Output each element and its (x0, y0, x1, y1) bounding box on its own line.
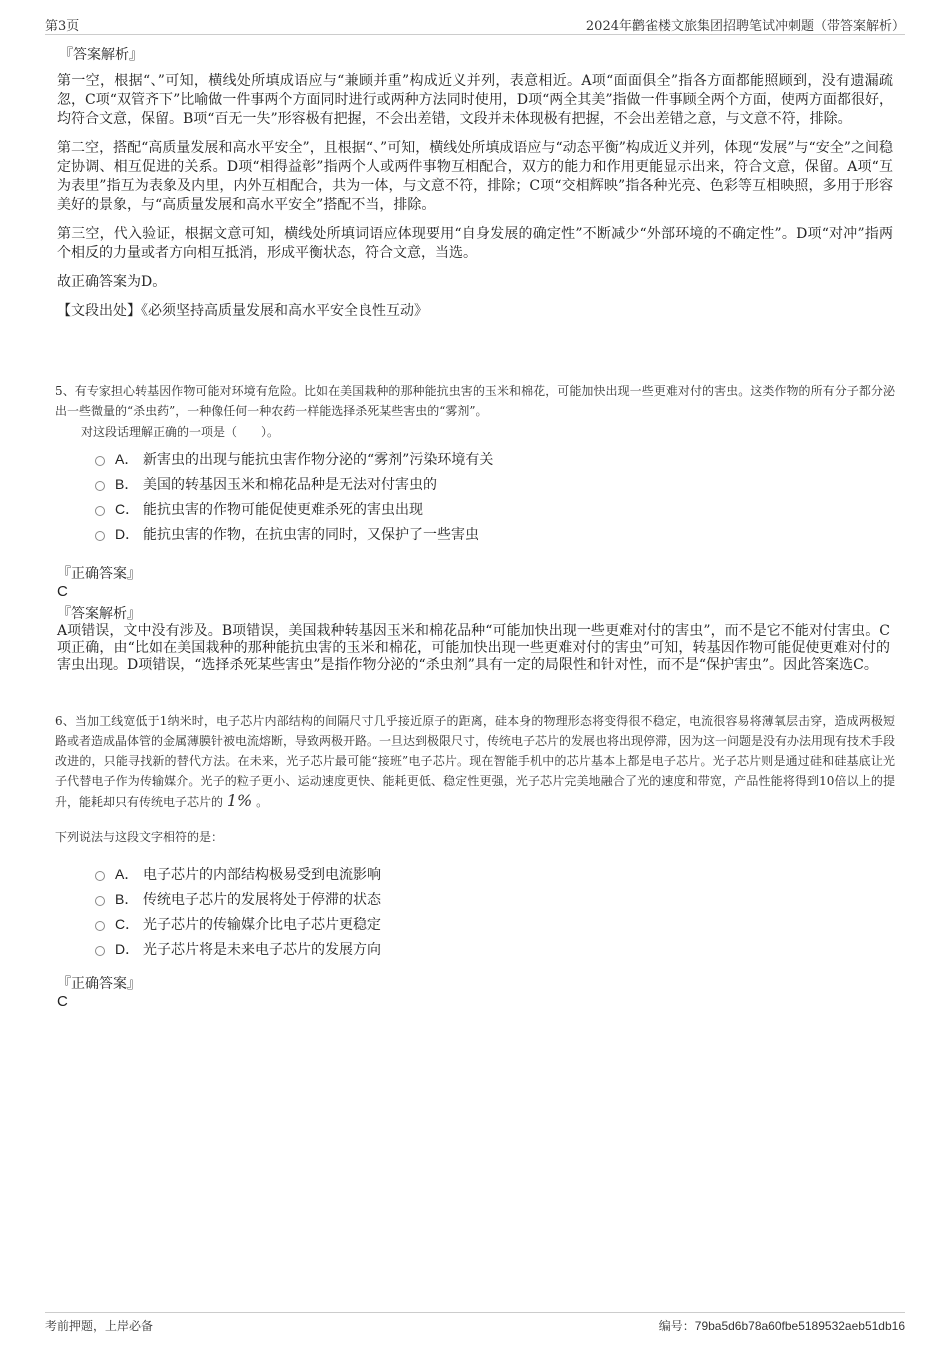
page-number: 第3页 (45, 19, 80, 34)
radio-icon[interactable] (95, 531, 105, 541)
document-title: 2024年鹳雀楼文旅集团招聘笔试冲刺题（带答案解析） (585, 19, 905, 34)
page-footer (45, 1312, 905, 1335)
q5-option-b[interactable] (55, 471, 895, 496)
page-header (45, 12, 905, 35)
q6-option-b[interactable] (55, 886, 895, 911)
q6-percent: 1% (226, 791, 253, 810)
q4-analysis-para-3: 第三空，代入验证，根据文意可知，横线处所填词语应体现要用“自身发展的确定性”不断减少“外部环境的不确定性”。D项“对冲”指两个相反的力量或者方向相互抵消，形成平衡状态，符合文意，当选。 (57, 226, 893, 261)
q6-option-c[interactable] (55, 911, 895, 936)
radio-icon[interactable] (95, 456, 105, 466)
q6-answer-label: 『正确答案』 (57, 976, 141, 992)
radio-icon[interactable] (95, 896, 105, 906)
option-text: 能抗虫害的作物，在抗虫害的同时，又保护了一些害虫 (143, 526, 479, 543)
option-letter: D． (115, 940, 140, 957)
option-letter: A． (115, 865, 139, 882)
option-text: 能抗虫害的作物可能促使更难杀死的害虫出现 (143, 501, 423, 518)
q6-option-a[interactable] (55, 861, 895, 886)
radio-icon[interactable] (95, 946, 105, 956)
q6-stem-end: 。 (256, 795, 269, 809)
option-text: 光子芯片将是未来电子芯片的发展方向 (143, 941, 381, 958)
q6-options (55, 861, 895, 961)
option-letter: C． (115, 500, 140, 517)
q6-answer: C (57, 993, 68, 1010)
option-letter: D． (115, 525, 140, 542)
radio-icon[interactable] (95, 871, 105, 881)
q5-analysis: A项错误，文中没有涉及。B项错误，美国栽种转基因玉米和棉花品种“可能加快出现一些更难对付的害虫”，而不是它不能对付害虫。C项正确，由“比如在美国栽种的那种能抗虫害的玉米和棉花，可能加快出现一些更难对付的害虫”可知，转基因作物可能促使更难对付的害虫出现。D项错误，“选择杀死某些害虫”是指作物分泌的“杀虫剂”具有一定的局限性和针对性，而不是“保护害虫”。因此答案选C。 (57, 623, 890, 673)
q6-answer-block (57, 973, 895, 1010)
q6-prompt: 下列说法与这段文字相符的是： (55, 830, 224, 844)
q5-answer-block (57, 563, 890, 674)
radio-icon[interactable] (95, 921, 105, 931)
footer-code-value: 79ba5d6b78a60fbe5189532aeb51db16 (694, 1319, 905, 1333)
q4-analysis-para-2: 第二空，搭配“高质量发展和高水平安全”，且根据“、”可知，横线处所填成语应与“动态平衡”构成近义并列，体现“发展”与“安全”之间稳定协调、相互促进的关系。D项“相得益彰”指两个人或两件事物互相配合，双方的能力和作用更能显示出来，符合文意，保留。A项“互为表里”指互为表象及内里，内外互相配合，共为一体，与文意不符，排除；C项“交相辉映”指各种光亮、色彩等互相映照，多用于形容美好的景象，与“高质量发展和高水平安全”搭配不当，排除。 (57, 140, 893, 213)
option-text: 美国的转基因玉米和棉花品种是无法对付害虫的 (143, 476, 437, 493)
q5-stem: 5、有专家担心转基因作物可能对环境有危险。比如在美国栽种的那种能抗虫害的玉米和棉花，可能加快出现一些更难对付的害虫。这类作物的所有分子都分泌出一些微量的“杀虫药”，一种像任何一种农药一样能选择杀死某些害虫的“雾剂”。 (55, 384, 895, 418)
footer-slogan: 考前押题，上岸必备 (45, 1319, 154, 1333)
q4-analysis-section (57, 44, 893, 331)
q4-analysis-label: 『答案解析』 (59, 47, 143, 63)
q4-source: 【文段出处】《必须坚持高质量发展和高水平安全良性互动》 (57, 303, 428, 319)
q5-analysis-label: 『答案解析』 (57, 606, 141, 622)
option-letter: B． (115, 890, 139, 907)
q5-option-a[interactable] (55, 446, 895, 471)
option-letter: C． (115, 915, 140, 932)
q5-options (55, 446, 895, 546)
option-text: 电子芯片的内部结构极易受到电流影响 (143, 866, 381, 883)
footer-code-label: 编号： (658, 1319, 695, 1333)
option-text: 光子芯片的传输媒介比电子芯片更稳定 (143, 916, 381, 933)
radio-icon[interactable] (95, 506, 105, 516)
option-letter: B． (115, 475, 139, 492)
q4-conclusion: 故正确答案为D。 (57, 274, 167, 290)
q5-answer: C (57, 583, 68, 600)
q5-option-d[interactable] (55, 521, 895, 546)
question-6 (55, 711, 895, 961)
q4-analysis-para-1: 第一空，根据“、”可知，横线处所填成语应与“兼顾并重”构成近义并列，表意相近。A项“面面俱全”指各方面都能照顾到，没有遗漏疏忽，C项“双管齐下”比喻做一件事两个方面同时进行或两种方法同时使用，D项“两全其美”指做一件事顾全两个方面，使两方面都很好，均符合文意，保留。B项“百无一失”形容极有把握，不会出差错，文段并未体现极有把握，不会出差错之意，与文意不符，排除。 (57, 73, 893, 127)
q5-prompt: 对这段话理解正确的一项是（ ）。 (81, 425, 280, 439)
q5-answer-label: 『正确答案』 (57, 566, 141, 582)
question-5 (55, 381, 895, 546)
q6-stem (55, 711, 895, 812)
option-text: 新害虫的出现与能抗虫害作物分泌的“雾剂”污染环境有关 (143, 451, 494, 468)
option-text: 传统电子芯片的发展将处于停滞的状态 (143, 891, 381, 908)
option-letter: A． (115, 450, 139, 467)
q6-stem-text: 6、当加工线宽低于1纳米时，电子芯片内部结构的间隔尺寸几乎接近原子的距离，硅本身的物理形态将变得很不稳定，电流很容易将薄氧层击穿，造成两极短路或者造成晶体管的金属薄膜针被电流熔断，导致两极开路。一旦达到极限尺寸，传统电子芯片的发展也将出现停滞，因为这一问题是没有办法用现有技术手段改进的，只能寻找新的替代方法。在未来，光子芯片最可能“接班”电子芯片。现在智能手机中的芯片基本上都是电子芯片。光子芯片则是通过硅和硅基底让光子代替电子作为传输媒介。光子的粒子更小、运动速度更快、能耗更低、稳定性更强，光子芯片完美地融合了光的速度和带宽，产品性能将得到10倍以上的提升，能耗却只有传统电子芯片的 (55, 714, 896, 809)
radio-icon[interactable] (95, 481, 105, 491)
q6-option-d[interactable] (55, 936, 895, 961)
q5-option-c[interactable] (55, 496, 895, 521)
footer-code (659, 1317, 905, 1334)
